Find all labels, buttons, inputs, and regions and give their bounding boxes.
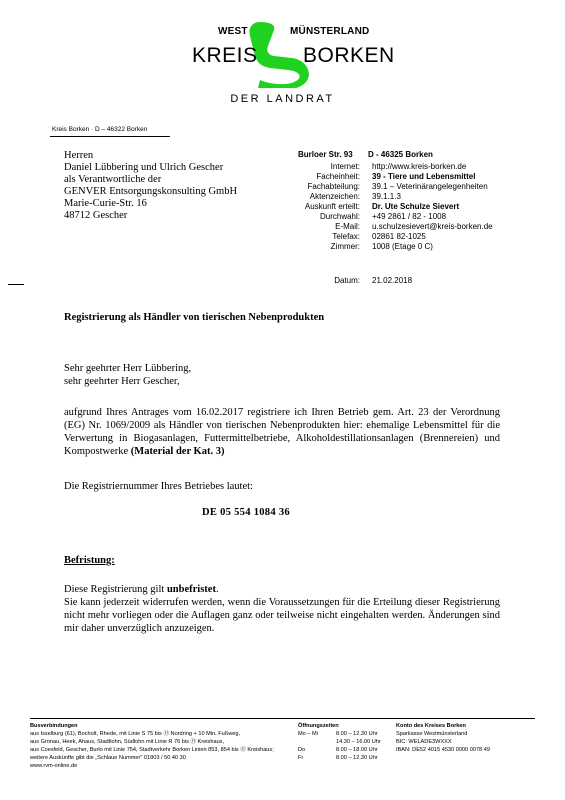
info-value-zimmer: 1008 (Etage 0 C) <box>372 242 433 251</box>
recipient-line: 48712 Gescher <box>64 210 128 221</box>
info-label: Internet: <box>330 162 360 171</box>
salutation-line: Sehr geehrter Herr Lübbering, <box>64 363 192 374</box>
hours-time: 14.30 – 16.00 Uhr <box>336 739 381 745</box>
recipient-line: als Verantwortliche der <box>64 174 162 185</box>
footer-bus-line: aus Coesfeld, Gescher, Burlo mit Linie 754, Stadtverkehr Borken Linien 853, 854 bis Ⓗ Kreishaus; <box>30 747 274 753</box>
letter-subject: Registrierung als Händler von tierischen Nebenprodukten <box>64 312 325 323</box>
info-row-fachabteilung <box>0 182 565 192</box>
body-text: aufgrund Ihres Antrages vom 16.02.2017 registriere ich Ihren Betrieb gem. Art. 23 der Verordnung (EG) Nr. 1069/2009 als Händler von tierischen Nebenprodukten hier: ehemalige Lebensmittel für die Verwertung in Biogasanlagen, Futtermittelbetriebe, Alkoholdestillationsanlagen (Brennereien) und Kompostwerke <box>64 407 500 457</box>
validity-statement <box>64 583 500 596</box>
hours-day: Do <box>298 747 306 753</box>
hours-row <box>298 730 398 738</box>
recipient-line: Herren <box>64 150 94 161</box>
info-row-internet <box>0 162 565 172</box>
salutation-line: sehr geehrter Herr Gescher, <box>64 376 180 387</box>
footer-bus-title: Busverbindungen <box>30 723 78 729</box>
footer-bank-line: BIC: WELADE3WXXX <box>396 739 452 745</box>
hours-day: Mo – Mi <box>298 731 318 737</box>
footer-bus-line: weitere Auskünfte gibt die „Schlaue Nummer" 01803 / 50 40 30 <box>30 755 186 761</box>
info-row-email <box>0 222 565 232</box>
validity-unbefristet: unbefristet <box>166 584 216 595</box>
logo-west-text: WEST <box>218 26 248 37</box>
footer-hours-title: Öffnungszeiten <box>298 723 339 729</box>
validity-prefix: Diese Registrierung gilt <box>64 584 165 595</box>
logo-muensterland-text: MÜNSTERLAND <box>290 26 370 37</box>
info-label: Fachabteilung: <box>307 182 360 191</box>
sender-city: D - 46325 Borken <box>368 150 433 159</box>
date-label: Datum: <box>334 276 360 285</box>
hours-time: 8.00 – 18.00 Uhr <box>336 747 378 753</box>
sender-street: Burloer Str. 93 <box>298 150 353 159</box>
info-label: Telefax: <box>332 232 360 241</box>
info-row-durchwahl <box>0 212 565 222</box>
info-row-aktenzeichen <box>0 192 565 202</box>
footer-bus-link[interactable]: www.rvm-online.de <box>30 763 78 769</box>
hours-day: Fr <box>298 755 304 761</box>
info-value-auskunft: Dr. Ute Schulze Sievert <box>372 202 460 211</box>
info-value-durchwahl: +49 2861 / 82 - 1008 <box>372 212 447 221</box>
hours-row <box>298 738 398 746</box>
info-label: Aktenzeichen: <box>309 192 360 201</box>
info-value-fachabteilung: 39.1 – Veterinärangelegenheiten <box>372 182 488 191</box>
info-row-facheinheit <box>0 172 565 182</box>
footer-bus-line: aus Isselburg (61), Bocholt, Rhede, mit Linie S 75 bis Ⓗ Nordring + 10 Min. Fußweg, <box>30 731 241 737</box>
material-category: (Material der Kat. 3) <box>130 446 225 457</box>
info-value-facheinheit: 39 - Tiere und Lebensmittel <box>372 172 476 181</box>
footer-bank-line: IBAN: DE52 4015 4530 0000 0078 49 <box>396 747 490 753</box>
befristung-heading: Befristung: <box>64 555 115 566</box>
landrat-heading: DER LANDRAT <box>230 93 335 105</box>
logo-kreis-text: KREIS <box>192 44 258 67</box>
footer-bank-title: Konto des Kreises Borken <box>396 723 466 729</box>
hours-row <box>298 746 398 754</box>
validity-suffix: . <box>215 584 219 595</box>
return-address-underline <box>50 136 170 137</box>
fold-mark <box>8 284 24 285</box>
info-label: Durchwahl: <box>319 212 360 221</box>
footer-bus <box>30 722 290 770</box>
info-row-auskunft <box>0 202 565 212</box>
hours-row <box>298 754 398 762</box>
revocation-paragraph: Sie kann jederzeit widerrufen werden, wenn die Voraussetzungen für die Erteilung dieser Registrierung nicht mehr vorliegen oder die Auflagen ganz oder teilweise nicht eingehalten werden. Änderungen sind mir daher unverzüglich anzuzeigen. <box>64 597 500 634</box>
hours-time: 8.00 – 12.30 Uhr <box>336 755 378 761</box>
footer-hours <box>298 722 398 762</box>
info-row-date <box>0 276 565 286</box>
info-value-email[interactable]: u.schulzesievert@kreis-borken.de <box>372 222 493 231</box>
info-label: Facheinheit: <box>316 172 360 181</box>
date-value: 21.02.2018 <box>372 276 413 285</box>
hours-time: 8.00 – 12.30 Uhr <box>336 731 378 737</box>
footer-bank <box>396 722 536 754</box>
logo-borken-text: BORKEN <box>303 44 395 67</box>
info-label: Zimmer: <box>330 242 360 251</box>
footer-divider <box>30 718 535 719</box>
return-address: Kreis Borken · D – 46322 Borken <box>52 126 148 133</box>
info-value-aktenzeichen: 39.1.1.3 <box>372 192 401 201</box>
info-label: Auskunft erteilt: <box>304 202 360 211</box>
salutation <box>64 362 191 388</box>
info-value-internet[interactable]: http://www.kreis-borken.de <box>372 162 467 171</box>
body-paragraph <box>64 406 500 458</box>
recipient-line: Daniel Lübbering und Ulrich Gescher <box>64 162 224 173</box>
info-value-telefax: 02861 82-1025 <box>372 232 426 241</box>
registration-intro: Die Registriernummer Ihres Betriebes lautet: <box>64 481 253 492</box>
recipient-line: GENVER Entsorgungskonsulting GmbH <box>64 186 238 197</box>
footer-bus-line: aus Gronau, Heek, Ahaus, Stadtlohn, Südlohn mit Linie R 76 bis Ⓗ Kreishaus, <box>30 739 225 745</box>
footer-bank-line: Sparkasse Westmünsterland <box>396 731 468 737</box>
info-row-zimmer <box>0 242 565 252</box>
recipient-line: Marie-Curie-Str. 16 <box>64 198 147 209</box>
info-label: E-Mail: <box>335 222 360 231</box>
info-row-telefax <box>0 232 565 242</box>
registration-number: DE 05 554 1084 36 <box>202 507 290 518</box>
